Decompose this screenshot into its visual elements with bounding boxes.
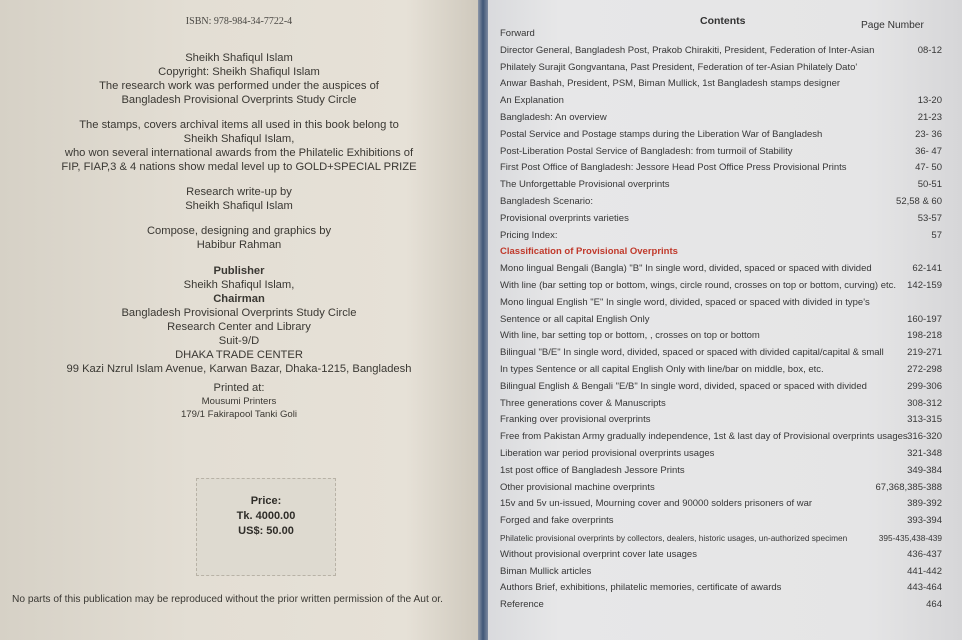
contents-entry: [500, 110, 942, 127]
contents-entry: [500, 530, 942, 547]
stamps-line-4: FIP, FIAP,3 & 4 nations show medal level up to GOLD+SPECIAL PRIZE: [61, 161, 417, 173]
book-gutter: [478, 0, 488, 640]
publisher-name: Sheikh Shafiqul Islam,: [183, 279, 295, 291]
contents-entry: [500, 345, 942, 362]
entry-title: With line, bar setting top or bottom, , crosses on top or bottom: [500, 330, 760, 342]
entry-title: Liberation war period provisional overprints usages: [500, 447, 715, 459]
contents-entry: [500, 278, 942, 295]
compose-label: Compose, designing and graphics by: [146, 225, 332, 237]
printed-label: Printed at:: [213, 382, 265, 394]
entry-title: Postal Service and Postage stamps during the Liberation War of Bangladesh: [500, 128, 823, 140]
chairman-line-2: Research Center and Library: [167, 321, 311, 333]
entry-title: Bilingual English & Bengali "E/B" In single word, divided, spaced or spaced with divided: [500, 380, 867, 392]
contents-entry: [500, 480, 942, 497]
contents-entry: [500, 144, 942, 161]
contents-entry: [500, 312, 942, 329]
entry-page-number: 441-442: [907, 565, 942, 577]
entry-title: An Explanation: [500, 95, 564, 107]
contents-entry: [500, 211, 942, 228]
entry-page-number: 50-51: [917, 179, 942, 191]
research-author: Sheikh Shafiqul Islam: [185, 200, 293, 212]
contents-entry: [500, 328, 942, 345]
entry-title: Free from Pakistan Army gradually independence, 1st & last day of Provisional overprints usages: [500, 431, 908, 443]
contents-title: Contents: [700, 15, 746, 27]
contents-entry: [500, 362, 942, 379]
entry-page-number: 57: [931, 229, 942, 241]
contents-entry: [500, 43, 942, 60]
copyright-line: Copyright: Sheikh Shafiqul Islam: [158, 66, 320, 78]
contents-entry: [500, 564, 942, 581]
printer-address: 179/1 Fakirapool Tanki Goli: [180, 409, 298, 420]
entry-title: Without provisional overprint cover late usages: [500, 548, 697, 560]
entry-page-number: 436-437: [907, 548, 942, 560]
price-label: Price:: [250, 495, 282, 507]
contents-entry: [500, 194, 942, 211]
entry-page-number: 67,368,385-388: [875, 481, 942, 493]
entry-page-number: 62-141: [912, 263, 942, 275]
entry-page-number: 219-271: [907, 347, 942, 359]
author-name: Sheikh Shafiqul Islam: [185, 52, 293, 64]
contents-section-heading: [500, 244, 942, 261]
entry-page-number: 08-12: [917, 44, 942, 56]
contents-entry: [500, 295, 942, 312]
entry-title: Biman Mullick articles: [500, 565, 592, 577]
entry-page-number: 52,58 & 60: [896, 195, 942, 207]
entry-title: 15v and 5v un-issued, Mourning cover and 90000 solders prisoners of war: [500, 498, 813, 510]
entry-title: Sentence or all capital English Only: [500, 313, 650, 325]
entry-title: Reference: [500, 599, 544, 611]
contents-entry: [500, 177, 942, 194]
entry-title: Bangladesh: An overview: [500, 111, 607, 123]
right-page-contents: [488, 0, 962, 640]
entry-title: 1st post office of Bangladesh Jessore Prints: [500, 464, 685, 476]
research-label: Research write-up by: [186, 186, 292, 198]
entry-title: Other provisional machine overprints: [500, 481, 655, 493]
entry-title: Forward: [500, 28, 535, 39]
entry-page-number: 308-312: [907, 397, 942, 409]
stamps-line-3: who won several international awards from the Philatelic Exhibitions of: [64, 147, 414, 159]
contents-entry: [500, 446, 942, 463]
entry-page-number: 23- 36: [915, 128, 942, 140]
left-page-imprint: [0, 0, 478, 640]
entry-title: Bangladesh Scenario:: [500, 195, 593, 207]
price-usd: US$: 50.00: [238, 525, 294, 537]
author-block: [0, 51, 478, 107]
contents-entry: [500, 396, 942, 413]
contents-entry: [500, 597, 942, 614]
entry-page-number: 198-218: [907, 330, 942, 342]
entry-page-number: 443-464: [907, 582, 942, 594]
contents-entry: [500, 429, 942, 446]
contents-entry: [500, 261, 942, 278]
entry-title: Three generations cover & Manuscripts: [500, 397, 666, 409]
entry-title: Pricing Index:: [500, 229, 558, 241]
chairman-line-1: Bangladesh Provisional Overprints Study Circle: [121, 307, 357, 319]
contents-entry: [500, 379, 942, 396]
contents-entry: [500, 93, 942, 110]
contents-entry: [500, 513, 942, 530]
printer-block: [0, 381, 478, 421]
entry-title: First Post Office of Bangladesh: Jessore Head Post Office Press Provisional Prints: [500, 162, 847, 174]
entry-title: With line (bar setting top or bottom, wings, circle round, crosses on top or bottom, curving) etc.: [500, 279, 897, 291]
entry-title: Provisional overprints varieties: [500, 212, 629, 224]
contents-entry: [500, 127, 942, 144]
compose-block: [0, 224, 478, 252]
entry-page-number: 21-23: [917, 111, 942, 123]
entry-page-number: 142-159: [907, 279, 942, 291]
copyright-notice: No parts of this publication may be reproduced without the prior written permission of the Aut or.: [12, 594, 443, 605]
entry-title: In types Sentence or all capital English Only with line/bar on middle, box, etc.: [500, 363, 824, 375]
study-circle-line: Bangladesh Provisional Overprints Study Circle: [121, 94, 357, 106]
contents-entry: [500, 160, 942, 177]
entry-page-number: 160-197: [907, 313, 942, 325]
entry-page-number: 272-298: [907, 363, 942, 375]
entry-page-number: 321-348: [907, 447, 942, 459]
entry-page-number: 299-306: [907, 380, 942, 392]
contents-entry: [500, 496, 942, 513]
isbn: ISBN: 978-984-34-7722-4: [185, 16, 293, 27]
contents-entry: [500, 463, 942, 480]
entry-page-number: 395-435,438-439: [878, 532, 942, 543]
publisher-label: Publisher: [213, 265, 265, 277]
entry-title: Director General, Bangladesh Post, Prakob Chirakiti, President, Federation of Inter-Asian: [500, 44, 875, 56]
chairman-line-4: DHAKA TRADE CENTER: [175, 349, 303, 361]
stamps-ownership-block: [0, 118, 478, 174]
contents-entry: [500, 580, 942, 597]
research-block: [0, 185, 478, 213]
contents-entry: [500, 60, 942, 77]
stamps-line-2: Sheikh Shafiqul Islam,: [183, 133, 295, 145]
entry-title: Franking over provisional overprints: [500, 414, 651, 426]
entry-title: Philatelic provisional overprints by collectors, dealers, historic usages, un-authorized specimen: [500, 532, 848, 543]
entry-title: Forged and fake overprints: [500, 515, 614, 527]
entry-title: The Unforgettable Provisional overprints: [500, 179, 670, 191]
contents-entry: [500, 228, 942, 245]
chairman-line-5: 99 Kazi Nzrul Islam Avenue, Karwan Bazar, Dhaka-1215, Bangladesh: [66, 363, 412, 375]
entry-title: Authors Brief, exhibitions, philatelic memories, certificate of awards: [500, 582, 782, 594]
entry-page-number: 47- 50: [915, 162, 942, 174]
entry-title: Bilingual "B/E" In single word, divided, spaced or spaced with divided capital/capital & small: [500, 347, 884, 359]
contents-entry: [500, 26, 942, 43]
stamps-line-1: The stamps, covers archival items all used in this book belong to: [79, 119, 399, 131]
entry-title: Anwar Bashah, President, PSM, Biman Mullick, 1st Bangladesh stamps designer: [500, 78, 841, 90]
entry-page-number: 53-57: [917, 212, 942, 224]
entry-page-number: 464: [926, 599, 942, 611]
entry-page-number: 13-20: [917, 95, 942, 107]
entry-page-number: 389-392: [907, 498, 942, 510]
publisher-block: [0, 264, 478, 376]
chairman-label: Chairman: [213, 293, 265, 305]
entry-page-number: 393-394: [907, 515, 942, 527]
contents-list: [500, 26, 942, 614]
price-tk: Tk. 4000.00: [236, 510, 296, 522]
contents-entry: [500, 412, 942, 429]
entry-title: Post-Liberation Postal Service of Bangladesh: from turmoil of Stability: [500, 145, 793, 157]
entry-page-number: 349-384: [907, 464, 942, 476]
printer-name: Mousumi Printers: [201, 396, 277, 407]
contents-entry: [500, 547, 942, 564]
auspices-line: The research work was performed under the auspices of: [99, 80, 379, 92]
contents-entry: [500, 76, 942, 93]
entry-title: Philately Surajit Gongvantana, Past President, Federation of ter-Asian Philately Dato': [500, 61, 858, 73]
entry-page-number: 36- 47: [915, 145, 942, 157]
price-box: [196, 478, 336, 576]
chairman-line-3: Suit-9/D: [218, 335, 260, 347]
entry-page-number: 316-320: [907, 431, 942, 443]
page-number-header: Page Number: [861, 20, 924, 31]
compose-author: Habibur Rahman: [196, 239, 282, 251]
entry-page-number: 313-315: [907, 414, 942, 426]
entry-title: Mono lingual Bengali (Bangla) "B" In single word, divided, spaced or spaced with divided: [500, 263, 872, 275]
entry-title: Mono lingual English "E" In single word, divided, spaced or spaced with divided in type's: [500, 296, 870, 308]
entry-title: Classification of Provisional Overprints: [500, 246, 678, 258]
